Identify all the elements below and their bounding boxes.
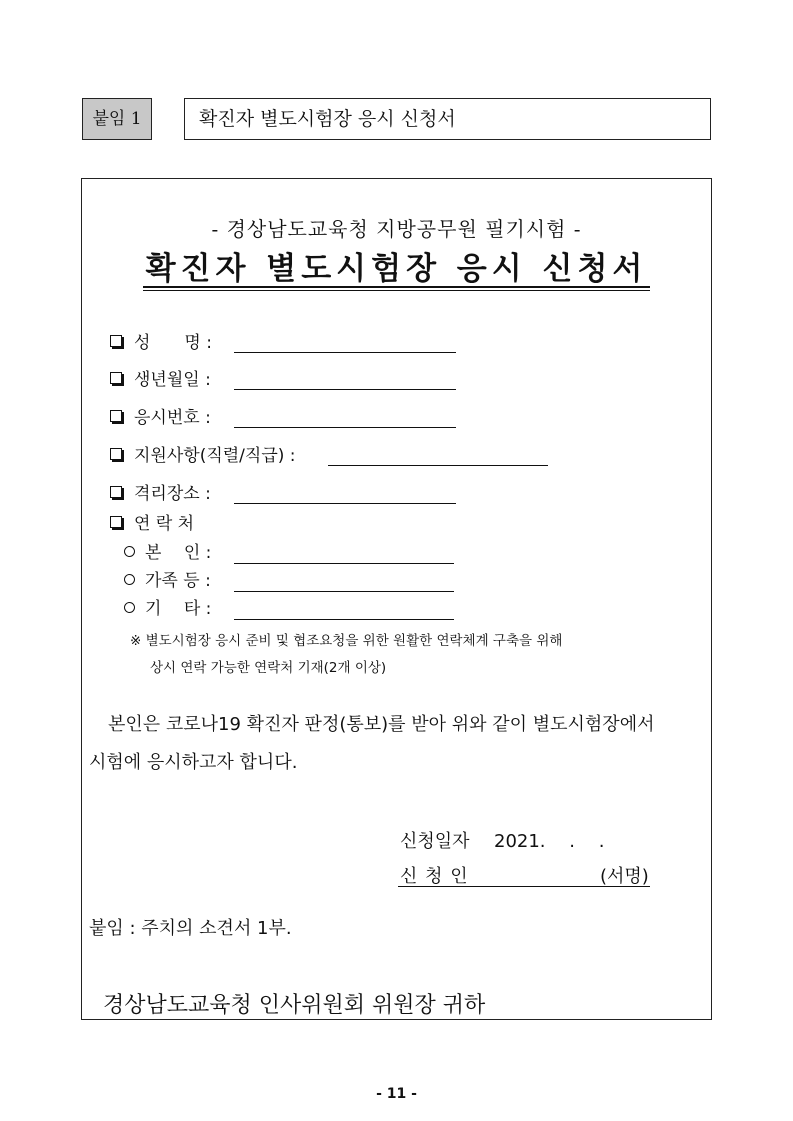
birthdate-input-line[interactable]	[234, 389, 456, 390]
field-position-label: 지원사항(직렬/직급) :	[134, 446, 296, 466]
exam-number-input-line[interactable]	[234, 427, 456, 428]
quarantine-input-line[interactable]	[234, 503, 456, 504]
field-quarantine-place	[110, 482, 211, 506]
field-quarantine-label: 격리장소 :	[134, 484, 211, 504]
field-contact-label: 연 락 처	[134, 514, 195, 534]
circle-bullet-icon	[124, 574, 135, 585]
name-input-line[interactable]	[234, 352, 456, 353]
attachment-tag: 붙임 1	[82, 98, 152, 140]
contact-family	[124, 569, 211, 593]
page-number: - 11 -	[376, 1086, 417, 1102]
contact-other-label: 기 타 :	[145, 599, 212, 619]
signature-label: (서명)	[600, 866, 649, 887]
contact-self	[124, 541, 211, 565]
checkbox-bullet-icon	[110, 372, 122, 384]
field-exam-number-label: 응시번호 :	[134, 408, 211, 428]
recipient: 경상남도교육청 인사위원회 위원장 귀하	[103, 993, 486, 1018]
attachment-title: 확진자 별도시험장 응시 신청서	[184, 98, 711, 140]
circle-bullet-icon	[124, 602, 135, 613]
checkbox-bullet-icon	[110, 335, 122, 347]
applicant-label: 신 청 인	[400, 866, 469, 887]
contact-self-label: 본 인 :	[145, 543, 212, 563]
application-date-value[interactable]: 2021. . .	[494, 831, 605, 852]
position-input-line[interactable]	[328, 465, 548, 466]
contact-self-input-line[interactable]	[234, 563, 454, 564]
application-date-label: 신청일자	[400, 831, 470, 852]
statement-line2: 시험에 응시하고자 합니다.	[89, 752, 298, 773]
contact-family-label: 가족 등 :	[145, 571, 211, 591]
title-underline-thin	[143, 290, 650, 291]
field-position	[110, 444, 296, 468]
field-exam-number	[110, 406, 211, 430]
checkbox-bullet-icon	[110, 448, 122, 460]
field-name-label: 성 명 :	[134, 333, 212, 353]
contact-other	[124, 597, 211, 621]
title-underline	[143, 286, 650, 288]
checkbox-bullet-icon	[110, 486, 122, 498]
form-title: 확진자 별도시험장 응시 신청서	[145, 251, 648, 287]
field-name	[110, 331, 212, 355]
contact-note-line2: 상시 연락 가능한 연락처 기재(2개 이상)	[150, 660, 387, 676]
contact-note-line1: ※ 별도시험장 응시 준비 및 협조요청을 위한 원활한 연락체계 구축을 위해	[130, 633, 563, 649]
checkbox-bullet-icon	[110, 516, 122, 528]
statement-line1: 본인은 코로나19 확진자 판정(통보)를 받아 위와 같이 별도시험장에서	[108, 714, 655, 735]
checkbox-bullet-icon	[110, 410, 122, 422]
contact-other-input-line[interactable]	[234, 619, 454, 620]
field-birthdate	[110, 368, 211, 392]
field-birthdate-label: 생년월일 :	[134, 370, 211, 390]
contact-family-input-line[interactable]	[234, 591, 454, 592]
attachment-note: 붙임 : 주치의 소견서 1부.	[89, 918, 292, 939]
applicant-signature-line[interactable]	[398, 886, 650, 887]
field-contact	[110, 512, 194, 536]
form-subtitle: - 경상남도교육청 지방공무원 필기시험 -	[211, 217, 582, 241]
circle-bullet-icon	[124, 546, 135, 557]
